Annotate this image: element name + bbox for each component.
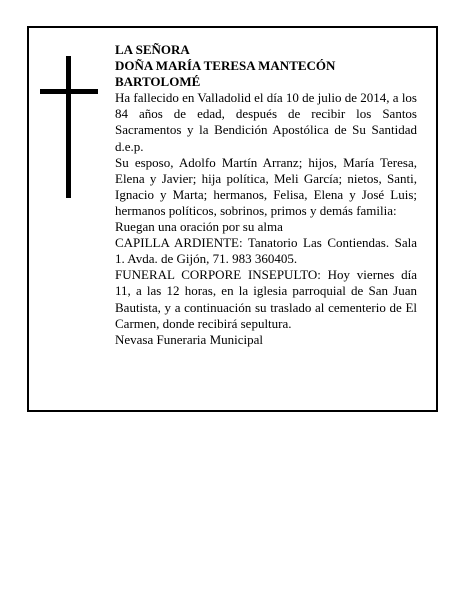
latin-cross-icon (40, 56, 98, 198)
prayer-request: Ruegan una oración por su alma (115, 219, 283, 235)
obituary-notice (27, 26, 438, 412)
honorific: LA SEÑORA (115, 42, 190, 57)
funeral-home: Nevasa Funeraria Municipal (115, 331, 264, 347)
deceased-name-block (115, 42, 417, 90)
cross-vertical-bar (66, 56, 71, 198)
cross-horizontal-bar (40, 89, 98, 94)
family-mourners: Su esposo, Adolfo Martín Arranz; hijos, María Teresa, Elena y Javier; hija política, Meli García; nietos, Santi, Ignacio y Marta; hermanos, Felisa, Elena y José Luis; hermanos políticos, sobrinos, primos y demás familia: (115, 154, 417, 218)
deceased-name-line-2: BARTOLOMÉ (115, 74, 201, 90)
funeral-details: FUNERAL CORPORE INSEPULTO: Hoy viernes día 11, a las 12 horas, en la iglesia parroquial de San Juan Bautista, y a continuación su traslado al cementerio de El Carmen, donde recibirá sepultura. (115, 267, 417, 331)
death-announcement: Ha fallecido en Valladolid el día 10 de julio de 2014, a los 84 años de edad, después de recibir los Santos Sacramentos y la Bendición Apostólica de Su Santidad d.e.p. (115, 90, 417, 154)
deceased-name-line-1: DOÑA MARÍA TERESA MANTECÓN (115, 58, 336, 74)
notice-text (115, 42, 417, 348)
chapel-of-rest: CAPILLA ARDIENTE: Tanatorio Las Contiendas. Sala 1. Avda. de Gijón, 71. 983 360405. (115, 235, 417, 267)
